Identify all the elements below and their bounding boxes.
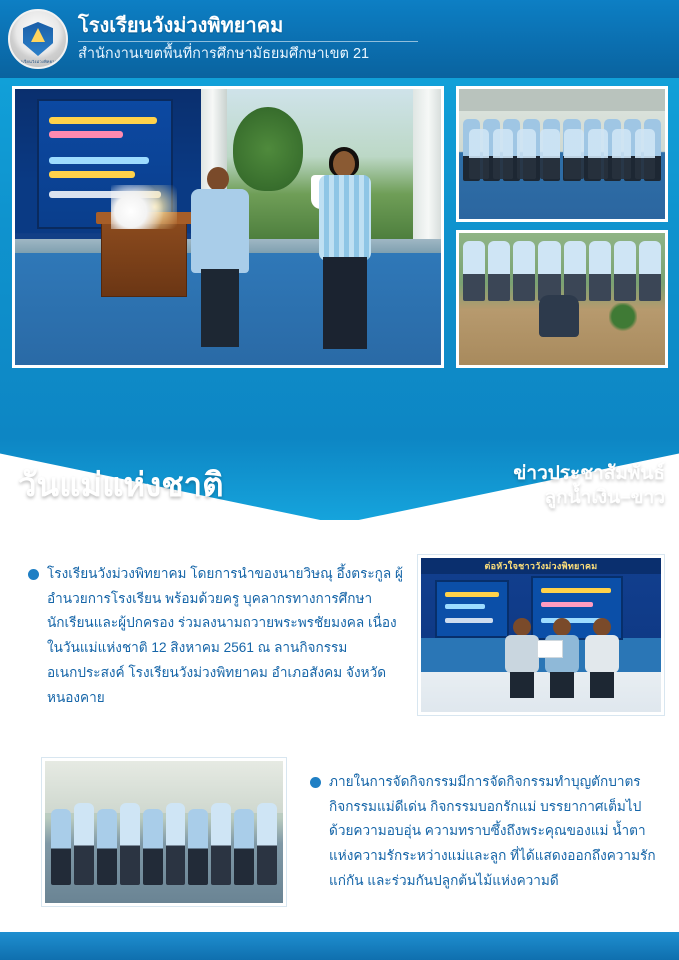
director-figure: [191, 167, 251, 347]
header-subtitle: สำนักงานเขตพื้นที่การศึกษามัธยมศึกษาเขต 21: [78, 46, 370, 63]
crest-caption: โรงเรียนวังม่วงพิทยาคม: [15, 59, 61, 64]
header-text-block: [78, 14, 418, 63]
bullet-dot-icon: [28, 569, 39, 580]
school-crest-icon: [8, 9, 68, 69]
students-queue-photo: [42, 758, 286, 906]
hero-subtitle-line2: ลูกน้ำเงิน–ขาว: [544, 487, 665, 509]
photo-banner-text: ต่อหัวใจชาววังม่วงพิทยาคม: [421, 558, 661, 574]
certificate-icon: [537, 640, 563, 658]
hero-subtitle-line1: ข่าวประชาสัมพันธ์: [513, 463, 665, 484]
paragraph-block-2: [310, 770, 662, 894]
content-area: [0, 520, 679, 960]
paragraph-block-1: [28, 562, 408, 710]
page-title: โรงเรียนวังม่วงพิทยาคม: [78, 15, 284, 38]
students-line-photo: [456, 86, 668, 222]
page-header: [0, 0, 679, 78]
offering-table: [101, 219, 187, 297]
paragraph-1-text: โรงเรียนวังม่วงพิทยาคม โดยการนำของนายวิษณุ อึ้งตระกูล ผู้อำนวยการโรงเรียน พร้อมด้วยครู บุคลากรทางการศึกษา นักเรียนและผู้ปกครอง ร่วมลงนามถวายพระพรชัยมงคล เนื่องในวันแม่แห่งชาติ 12 สิงหาคม 2561 ณ ลานกิจกรรมอเนกประสงค์ โรงเรียนวังม่วงพิทยาคม อำเภอสังคม จังหวัดหนองคาย: [47, 566, 403, 705]
paragraph-2-text: ภายในการจัดกิจกรรมมีการจัดกิจกรรมทำบุญตักบาตร กิจกรรมแม่ดีเด่น กิจกรรมบอกรักแม่ บรรยากาศเต็มไปด้วยความอบอุ่น ความทราบซึ้งถึงพระคุณของแม่ น้ำตาแห่งความรักระหว่างแม่และลูก ที่ได้แสดงออกถึงความรักแก่กัน และร่วมกันปลูกต้นไม้แห่งความดี: [329, 774, 656, 888]
ceremony-main-photo: [12, 86, 444, 368]
header-divider: [78, 41, 418, 42]
tree-planting-photo: [456, 230, 668, 368]
hero-photo-band: [0, 78, 679, 509]
page-footer-bar: [0, 932, 679, 960]
award-ceremony-photo: [418, 555, 664, 715]
hero-subtitle-block: [513, 462, 665, 511]
teacher-figure: [315, 151, 375, 349]
hero-title: วันแม่แห่งชาติ: [18, 466, 224, 503]
bullet-dot-icon: [310, 777, 321, 788]
flower-arrangement: [111, 185, 177, 229]
crest-shield: [23, 22, 53, 56]
